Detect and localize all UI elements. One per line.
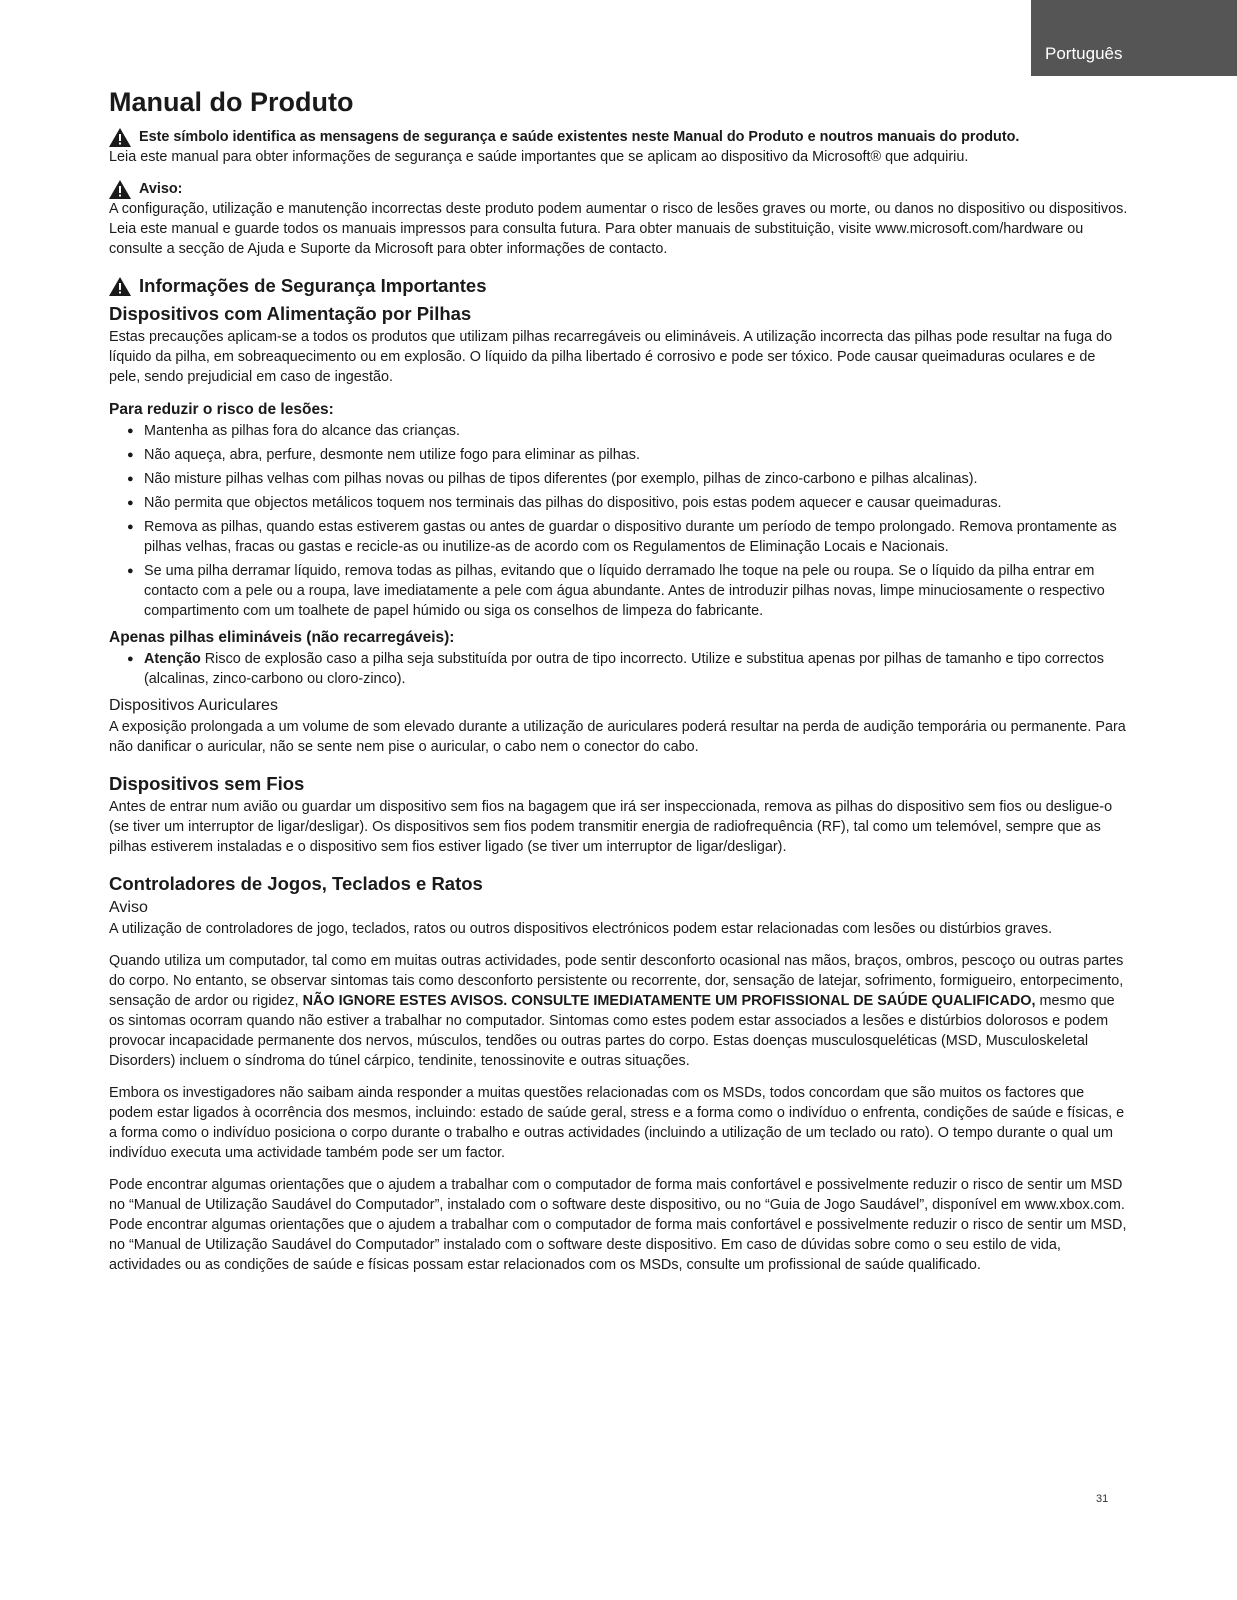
- list-item: ● Não aqueça, abra, perfure, desmonte nem utilize fogo para eliminar as pilhas.: [127, 445, 1129, 465]
- page-title: Manual do Produto: [109, 87, 354, 117]
- wireless-text: Antes de entrar num avião ou guardar um dispositivo sem fios na bagagem que irá ser inspeccionada, remova as pilhas do dispositivo sem fios ou desligue-o (se tiver um interruptor de ligar/desligar). Os dispositivos sem fios podem transmitir energia de radiofrequência (RF), tal como um telemóvel, sempre que as pilhas estiverem instaladas e o dispositivo sem fios estiver ligado (se tiver um interruptor de ligar/desligar).: [109, 799, 1113, 855]
- list-item: ● Se uma pilha derramar líquido, remova todas as pilhas, evitando que o líquido derramado lhe toque na pele ou roupa. Se o líquido da pilha entrar em contacto com a pele ou a roupa, lave imediatamente a pele com água abundante. Antes de introduzir pilhas novas, limpe minuciosamente o respectivo compartimento com um toalhete de papel húmido ou siga os conselhos de limpeza do fabricante.: [127, 561, 1129, 621]
- page-number: 31: [1096, 1493, 1109, 1505]
- page-content: [109, 85, 1129, 1287]
- list-item: [127, 649, 1129, 689]
- list-item: ● Remova as pilhas, quando estas estiverem gastas ou antes de guardar o dispositivo durante um período de tempo prolongado. Remova prontamente as pilhas velhas, fracas ou gastas e recicle-as ou inutilize-as de acordo com os Regulamentos de Eliminação Locais e Nacionais.: [127, 517, 1129, 557]
- controllers-heading: Controladores de Jogos, Teclados e Ratos: [109, 873, 483, 894]
- controllers-p4: Pode encontrar algumas orientações que o ajudem a trabalhar com o computador de forma mais confortável e possivelmente reduzir o risco de sentir um MSD no “Manual de Utilização Saudável do Computador”, instalado com o software deste dispositivo, ou no “Guia de Jogo Saudável”, disponível em www.xbox.com. Pode encontrar algumas orientações que o ajudem a trabalhar com o computador de forma mais confortável e possivelmente reduzir o risco de sentir um MSD, no “Manual de Utilização Saudável do Computador” instalado com o software deste dispositivo. Em caso de dúvidas sobre como o seu estilo de vida, actividades ou as condições de saúde e físicas possam estar relacionados com os MSDs, consulte um profissional de saúde qualificado.: [109, 1177, 1127, 1273]
- controllers-p2-end: mesmo que os sintomas ocorram quando não estiver a trabalhar no computador. Sintomas como estes podem estar associados a lesões e distúrbios dolorosos e podem provocar incapacidade permanente dos nervos, músculos, tendões ou outras partes do corpo. Estas doenças musculosqueléticas (MSD, Musculoskeletal Disorders) incluem o síndroma do túnel cárpico, tendinite, tenossinovite e outras situações.: [109, 993, 1115, 1069]
- safety-section: [109, 273, 1129, 757]
- controllers-p2-start: Quando utiliza um computador, tal como em muitas outras actividades, pode sentir desconforto ocasional nas mãos, braços, ombros, pescoço ou outras partes do corpo. No entanto, se observar sintomas tais como desconforto persistente ou recorrente, dor, sensação de latejar, sofrimento, formigueiro, entorpecimento, sensação de ardor ou rigidez,: [109, 953, 1124, 1009]
- reduce-heading: Para reduzir o risco de lesões:: [109, 401, 334, 418]
- warning-triangle-icon: [109, 277, 131, 296]
- intro-block: [109, 127, 1129, 167]
- attention-label: Atenção: [144, 651, 201, 667]
- safety-heading: Informações de Segurança Importantes: [139, 275, 487, 296]
- controllers-p3: Embora os investigadores não saibam ainda responder a muitas questões relacionadas com os MSDs, todos concordam que são muitos os factores que podem estar ligados à ocorrência dos mesmos, incluindo: estado de saúde geral, stress e a forma como o indivíduo o enfrenta, condições de saúde e físicas, e a forma como o indivíduo posiciona o corpo durante o trabalho e outras actividades (incluindo a utilização de um teclado ou rato). O tempo durante o qual um indivíduo executa uma actividade também pode ser um factor.: [109, 1085, 1125, 1161]
- aviso-label: Aviso:: [139, 181, 183, 197]
- controllers-p2-bold: NÃO IGNORE ESTES AVISOS. CONSULTE IMEDIATAMENTE UM PROFISSIONAL DE SAÚDE QUALIFICADO,: [302, 993, 1036, 1009]
- controllers-subheading: Aviso: [109, 899, 148, 916]
- list-item: ● Mantenha as pilhas fora do alcance das crianças.: [127, 421, 1129, 441]
- aviso-line: [109, 179, 1129, 199]
- earphone-heading: Dispositivos Auriculares: [109, 697, 278, 714]
- wireless-section: [109, 771, 1129, 857]
- earphone-text: A exposição prolongada a um volume de som elevado durante a utilização de auriculares poderá resultar na perda de audição temporária ou permanente. Para não danificar o auricular, não se sente nem pise o auricular, o cabo nem o conector do cabo.: [109, 719, 1126, 755]
- aviso-text: A configuração, utilização e manutenção incorrectas deste produto podem aumentar o risco de lesões graves ou morte, ou danos no dispositivo ou dispositivos. Leia este manual e guarde todos os manuais impressos para consulta futura. Para obter manuais de substituição, visite www.microsoft.com/hardware ou consulte a secção de Ajuda e Suporte da Microsoft para obter informações de contacto.: [109, 201, 1128, 257]
- disposable-heading: Apenas pilhas elimináveis (não recarregáveis):: [109, 629, 455, 646]
- controllers-p1: A utilização de controladores de jogo, teclados, ratos ou outros dispositivos electrónicos podem estar relacionadas com lesões ou distúrbios graves.: [109, 921, 1053, 937]
- battery-text: Estas precauções aplicam-se a todos os produtos que utilizam pilhas recarregáveis ou elimináveis. A utilização incorrecta das pilhas pode resultar na fuga do líquido da pilha, em sobreaquecimento ou em explosão. O líquido da pilha libertado é corrosivo e pode ser tóxico. Pode causar queimaduras oculares e de pele, sendo prejudicial em caso de ingestão.: [109, 329, 1113, 385]
- safety-heading-line: [109, 273, 1129, 299]
- warning-triangle-icon: [109, 180, 131, 199]
- language-tab: Português: [1031, 0, 1237, 76]
- aviso-block: [109, 179, 1129, 259]
- list-item: ● Não permita que objectos metálicos toquem nos terminais das pilhas do dispositivo, pois estas podem aquecer e causar queimaduras.: [127, 493, 1129, 513]
- battery-heading: Dispositivos com Alimentação por Pilhas: [109, 303, 472, 324]
- warning-triangle-icon: [109, 128, 131, 147]
- symbol-line: [109, 127, 1129, 147]
- attention-text: Risco de explosão caso a pilha seja substituída por outra de tipo incorrecto. Utilize e substitua apenas por pilhas de tamanho e tipo correctos (alcalinas, zinco-carbono ou cloro-zinco).: [144, 651, 1104, 687]
- controllers-section: [109, 871, 1129, 1275]
- intro-read-text: Leia este manual para obter informações de segurança e saúde importantes que se aplicam ao dispositivo da Microsoft® que adquiriu.: [109, 149, 969, 165]
- list-item: ● Não misture pilhas velhas com pilhas novas ou pilhas de tipos diferentes (por exemplo, pilhas de zinco-carbono e pilhas alcalinas).: [127, 469, 1129, 489]
- reduce-list: [127, 421, 1129, 621]
- symbol-description: Este símbolo identifica as mensagens de segurança e saúde existentes neste Manual do Produto e noutros manuais do produto.: [139, 129, 1020, 145]
- wireless-heading: Dispositivos sem Fios: [109, 773, 305, 794]
- disposable-list: [127, 649, 1129, 689]
- controllers-p2: [109, 951, 1129, 1071]
